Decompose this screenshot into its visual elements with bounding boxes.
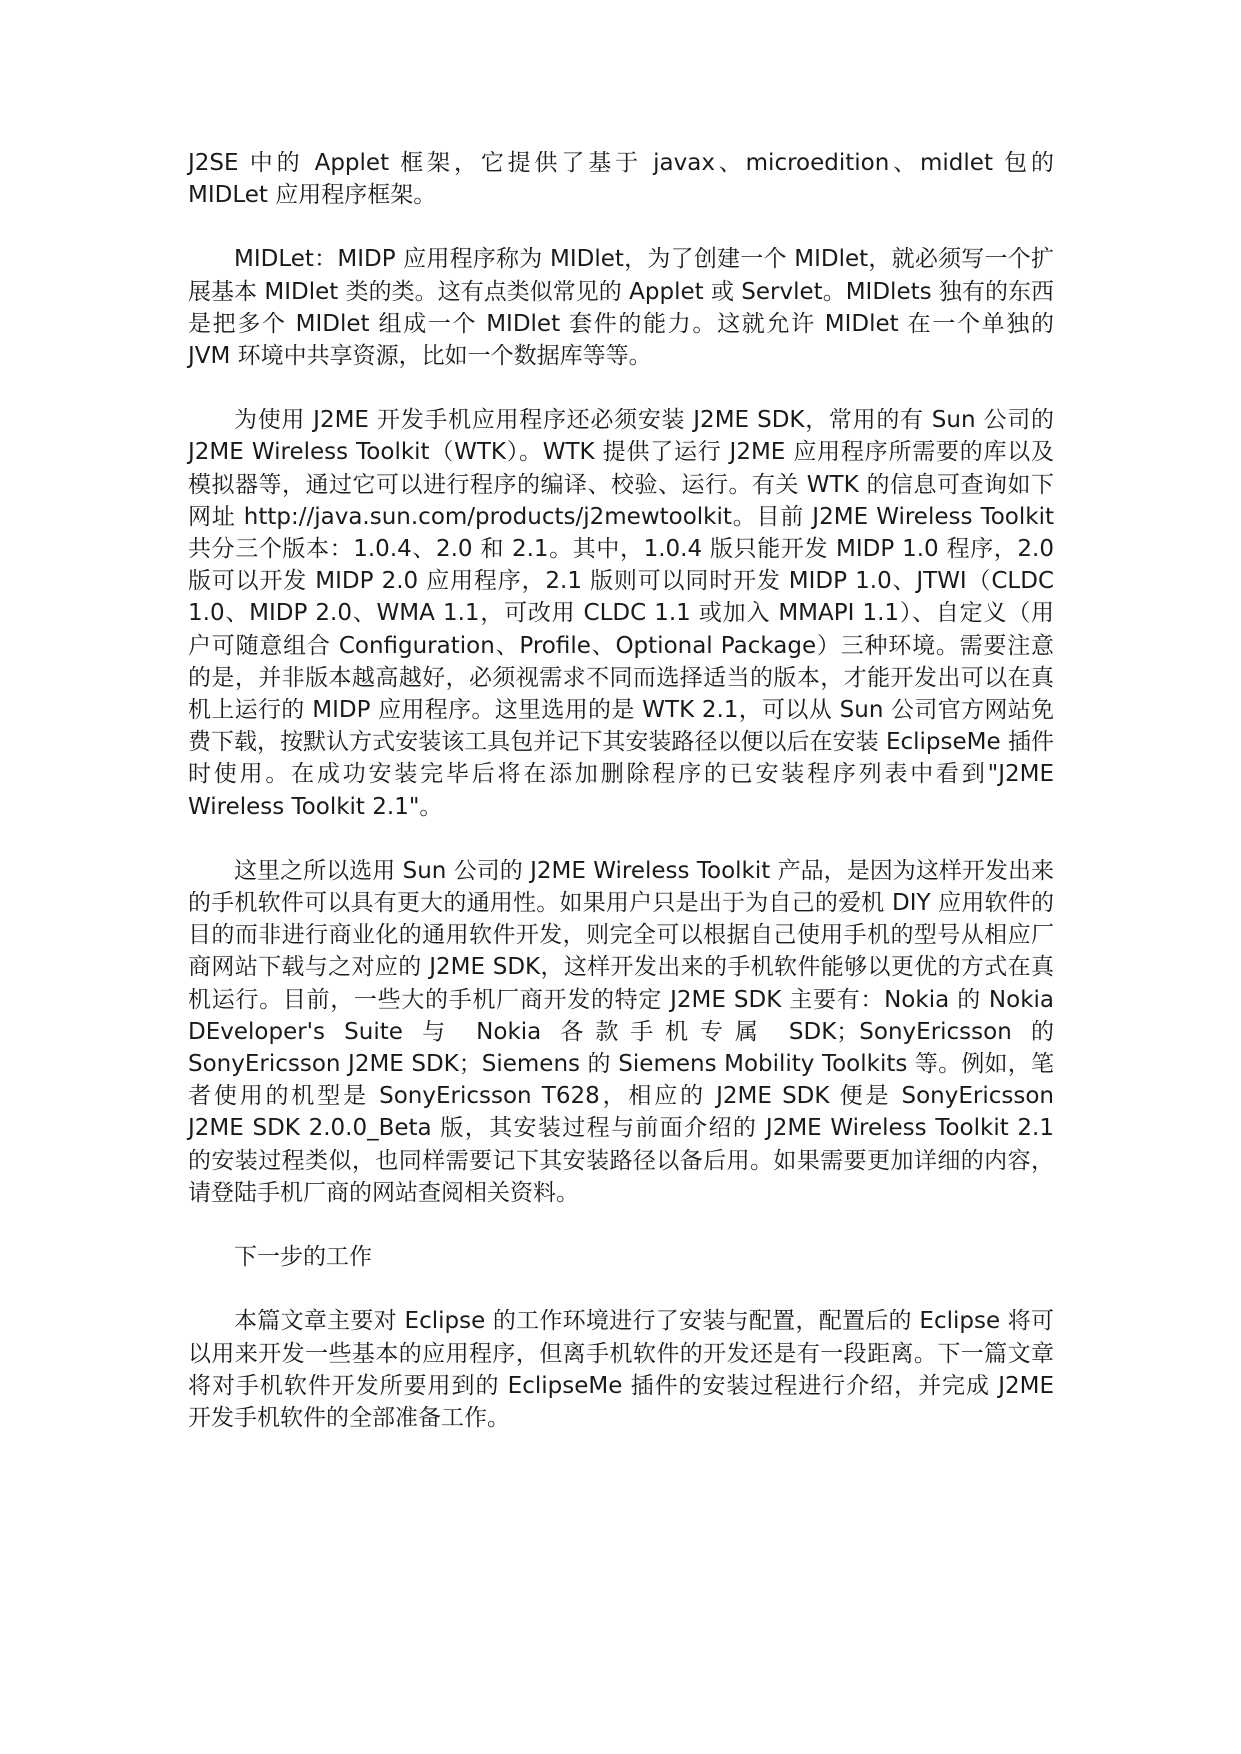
text-column	[188, 147, 1054, 1466]
paragraph-applet-framework: J2SE 中的 Applet 框架，它提供了基于 javax、microedition、midlet 包的 MIDLet 应用程序框架。	[188, 150, 1054, 209]
paragraph-vendor-sdk: 这里之所以选用 Sun 公司的 J2ME Wireless Toolkit 产品，是因为这样开发出来的手机软件可以具有更大的通用性。如果用户只是出于为自己的爱机 DIY 应用软件的目的而非进行商业化的通用软件开发，则完全可以根据自己使用手机的型号从相应厂商网站下载与之对应的 J2ME SDK，这样开发出来的手机软件能够以更优的方式在真机运行。目前，一些大的手机厂商开发的特定 J2ME SDK 主要有：Nokia 的 Nokia DEveloper's Suite 与 Nokia 各款手机专属 SDK；SonyEricsson 的 SonyEricsson J2ME SDK；Siemens 的 Siemens Mobility Toolkits 等。例如，笔者使用的机型是 SonyEricsson T628，相应的 J2ME SDK 便是 SonyEricsson J2ME SDK 2.0.0_Beta 版，其安装过程与前面介绍的 J2ME Wireless Toolkit 2.1 的安装过程类似，也同样需要记下其安装路径以备后用。如果需要更加详细的内容，请登陆手机厂商的网站查阅相关资料。	[188, 857, 1054, 1206]
paragraph-summary: 本篇文章主要对 Eclipse 的工作环境进行了安装与配置，配置后的 Eclipse 将可以用来开发一些基本的应用程序，但离手机软件的开发还是有一段距离。下一篇文章将对手机软件开发所要用到的 EclipseMe 插件的安装过程进行介绍，并完成 J2ME 开发手机软件的全部准备工作。	[188, 1308, 1054, 1431]
section-heading-next-steps: 下一步的工作	[234, 1244, 372, 1271]
paragraph-wtk: 为使用 J2ME 开发手机应用程序还必须安装 J2ME SDK，常用的有 Sun 公司的 J2ME Wireless Toolkit（WTK）。WTK 提供了运行 J2ME 应用程序所需要的库以及模拟器等，通过它可以进行程序的编译、校验、运行。有关 WTK 的信息可查询如下网址 http://java.sun.com/products/j2mewtoolkit。目前 J2ME Wireless Toolkit 共分三个版本：1.0.4、2.0 和 2.1。其中，1.0.4 版只能开发 MIDP 1.0 程序，2.0 版可以开发 MIDP 2.0 应用程序，2.1 版则可以同时开发 MIDP 1.0、JTWI（CLDC 1.0、MIDP 2.0、WMA 1.1，可改用 CLDC 1.1 或加入 MMAPI 1.1）、自定义（用户可随意组合 Configuration、Profile、Optional Package）三种环境。需要注意的是，并非版本越高越好，必须视需求不同而选择适当的版本，才能开发出可以在真机上运行的 MIDP 应用程序。这里选用的是 WTK 2.1，可以从 Sun 公司官方网站免费下载，按默认方式安装该工具包并记下其安装路径以便以后在安装 EclipseMe 插件时使用。在成功安装完毕后将在添加删除程序的已安装程序列表中看到"J2ME Wireless Toolkit 2.1"。	[188, 407, 1054, 820]
paragraph-midlet: MIDLet：MIDP 应用程序称为 MIDlet，为了创建一个 MIDlet，就必须写一个扩展基本 MIDlet 类的类。这有点类似常见的 Applet 或 Servlet。MIDlets 独有的东西是把多个 MIDlet 组成一个 MIDlet 套件的能力。这就允许 MIDlet 在一个单独的 JVM 环境中共享资源，比如一个数据库等等。	[188, 246, 1054, 370]
